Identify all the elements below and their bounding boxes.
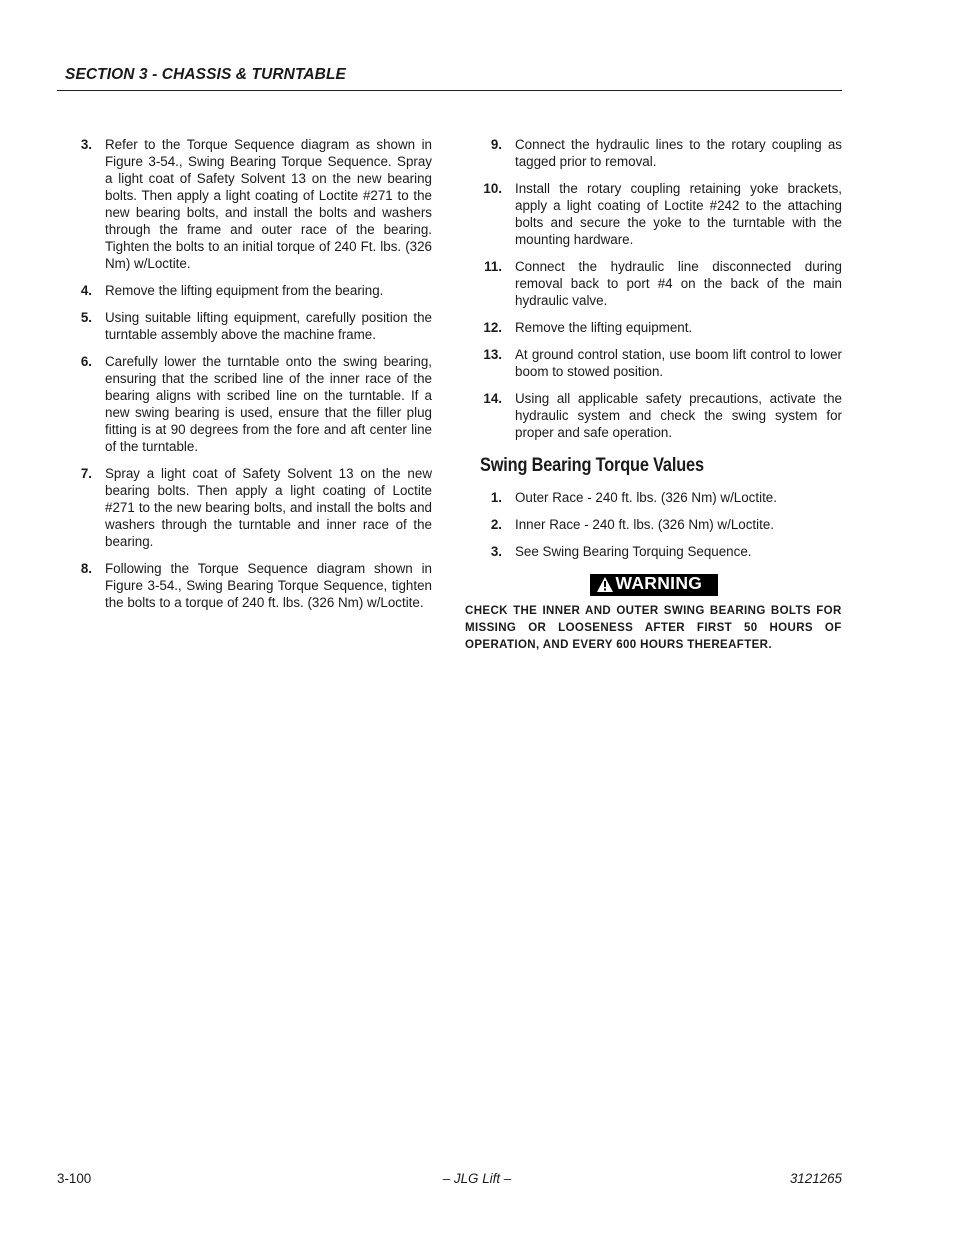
step-number: 13. xyxy=(483,347,502,362)
list-item xyxy=(480,346,842,380)
step-number: 6. xyxy=(80,354,92,369)
step-number: 3. xyxy=(80,137,92,152)
step-number: 10. xyxy=(483,181,502,196)
footer-brand: – JLG Lift – xyxy=(442,1171,512,1186)
list-item xyxy=(80,309,432,343)
step-text: Inner Race - 240 ft. lbs. (326 Nm) w/Loctite. xyxy=(515,517,774,532)
step-number: 11. xyxy=(484,259,502,274)
warning-text: CHECK THE INNER AND OUTER SWING BEARING BOLTS FOR MISSING OR LOOSENESS AFTER FIRST 50 HOURS OF OPERATION, AND EVERY 600 HOURS THEREAFTER. xyxy=(465,603,842,651)
step-number: 4. xyxy=(80,283,92,298)
step-text: Refer to the Torque Sequence diagram as shown in Figure 3-54., Swing Bearing Torque Sequence. Spray a light coat of Safety Solvent 13 on the new bearing bolts. Then apply a light coating of Loctite #271 to the new bearing bolts, and install the bolts and washers through the frame and outer race of the bearing. Tighten the bolts to an initial torque of 240 Ft. lbs. (326 Nm) w/Loctite. xyxy=(105,137,432,271)
step-text: Spray a light coat of Safety Solvent 13 on the new bearing bolts. Then apply a light coating of Loctite #271 to the new bearing bolts, and install the bolts and washers through the turntable and inner race of the bearing. xyxy=(105,466,432,549)
step-number: 5. xyxy=(80,310,92,325)
step-text: Remove the lifting equipment from the bearing. xyxy=(105,283,384,298)
warning-triangle-icon xyxy=(596,576,614,593)
section-heading: Swing Bearing Torque Values xyxy=(480,455,704,476)
list-item xyxy=(480,516,842,533)
list-item xyxy=(480,258,842,309)
page-header xyxy=(57,62,842,91)
list-item xyxy=(480,543,842,560)
list-item xyxy=(480,180,842,248)
list-item xyxy=(480,319,842,336)
step-number: 7. xyxy=(80,466,92,481)
right-column xyxy=(465,136,842,653)
list-item xyxy=(480,390,842,441)
section-title: SECTION 3 - CHASSIS & TURNTABLE xyxy=(65,66,346,83)
step-text: Connect the hydraulic lines to the rotary coupling as tagged prior to removal. xyxy=(515,137,842,169)
list-item xyxy=(480,489,842,506)
step-number: 14. xyxy=(483,391,502,406)
warning-badge xyxy=(590,574,718,596)
step-text: Remove the lifting equipment. xyxy=(515,320,693,335)
list-item xyxy=(80,353,432,455)
step-text: Carefully lower the turntable onto the swing bearing, ensuring that the scribed line of the inner race of the bearing aligns with scribed line on the turntable. If a new swing bearing is used, ensure that the filler plug fitting is at 90 degrees from the fore and aft center line of the turntable. xyxy=(105,354,432,454)
list-item xyxy=(80,560,432,611)
step-text: Install the rotary coupling retaining yoke brackets, apply a light coating of Loctite #242 to the attaching bolts and secure the yoke to the turntable with the mounting hardware. xyxy=(515,181,842,247)
list-item xyxy=(480,136,842,170)
warning-label: WARNING xyxy=(615,573,703,593)
step-number: 12. xyxy=(483,320,502,335)
step-text: At ground control station, use boom lift control to lower boom to stowed position. xyxy=(515,347,842,379)
list-item xyxy=(80,465,432,550)
step-number: 8. xyxy=(80,561,92,576)
step-number: 3. xyxy=(490,544,502,559)
step-text: Outer Race - 240 ft. lbs. (326 Nm) w/Loctite. xyxy=(515,490,777,505)
list-item xyxy=(80,282,432,299)
step-number: 9. xyxy=(490,137,502,152)
step-number: 1. xyxy=(490,490,502,505)
left-column xyxy=(80,136,432,621)
step-number: 2. xyxy=(490,517,502,532)
step-text: Following the Torque Sequence diagram shown in Figure 3-54., Swing Bearing Torque Sequence, tighten the bolts to a torque of 240 ft. lbs. (326 Nm) w/Loctite. xyxy=(105,561,432,610)
warning-block xyxy=(465,574,842,653)
list-item xyxy=(80,136,432,272)
step-text: Connect the hydraulic line disconnected during removal back to port #4 on the back of the main hydraulic valve. xyxy=(515,259,842,308)
step-text: See Swing Bearing Torquing Sequence. xyxy=(515,544,752,559)
step-text: Using all applicable safety precautions, activate the hydraulic system and check the swing system for proper and safe operation. xyxy=(515,391,842,440)
page-number: 3-100 xyxy=(57,1171,92,1186)
step-text: Using suitable lifting equipment, carefully position the turntable assembly above the machine frame. xyxy=(105,310,432,342)
document-number: 3121265 xyxy=(789,1171,842,1186)
